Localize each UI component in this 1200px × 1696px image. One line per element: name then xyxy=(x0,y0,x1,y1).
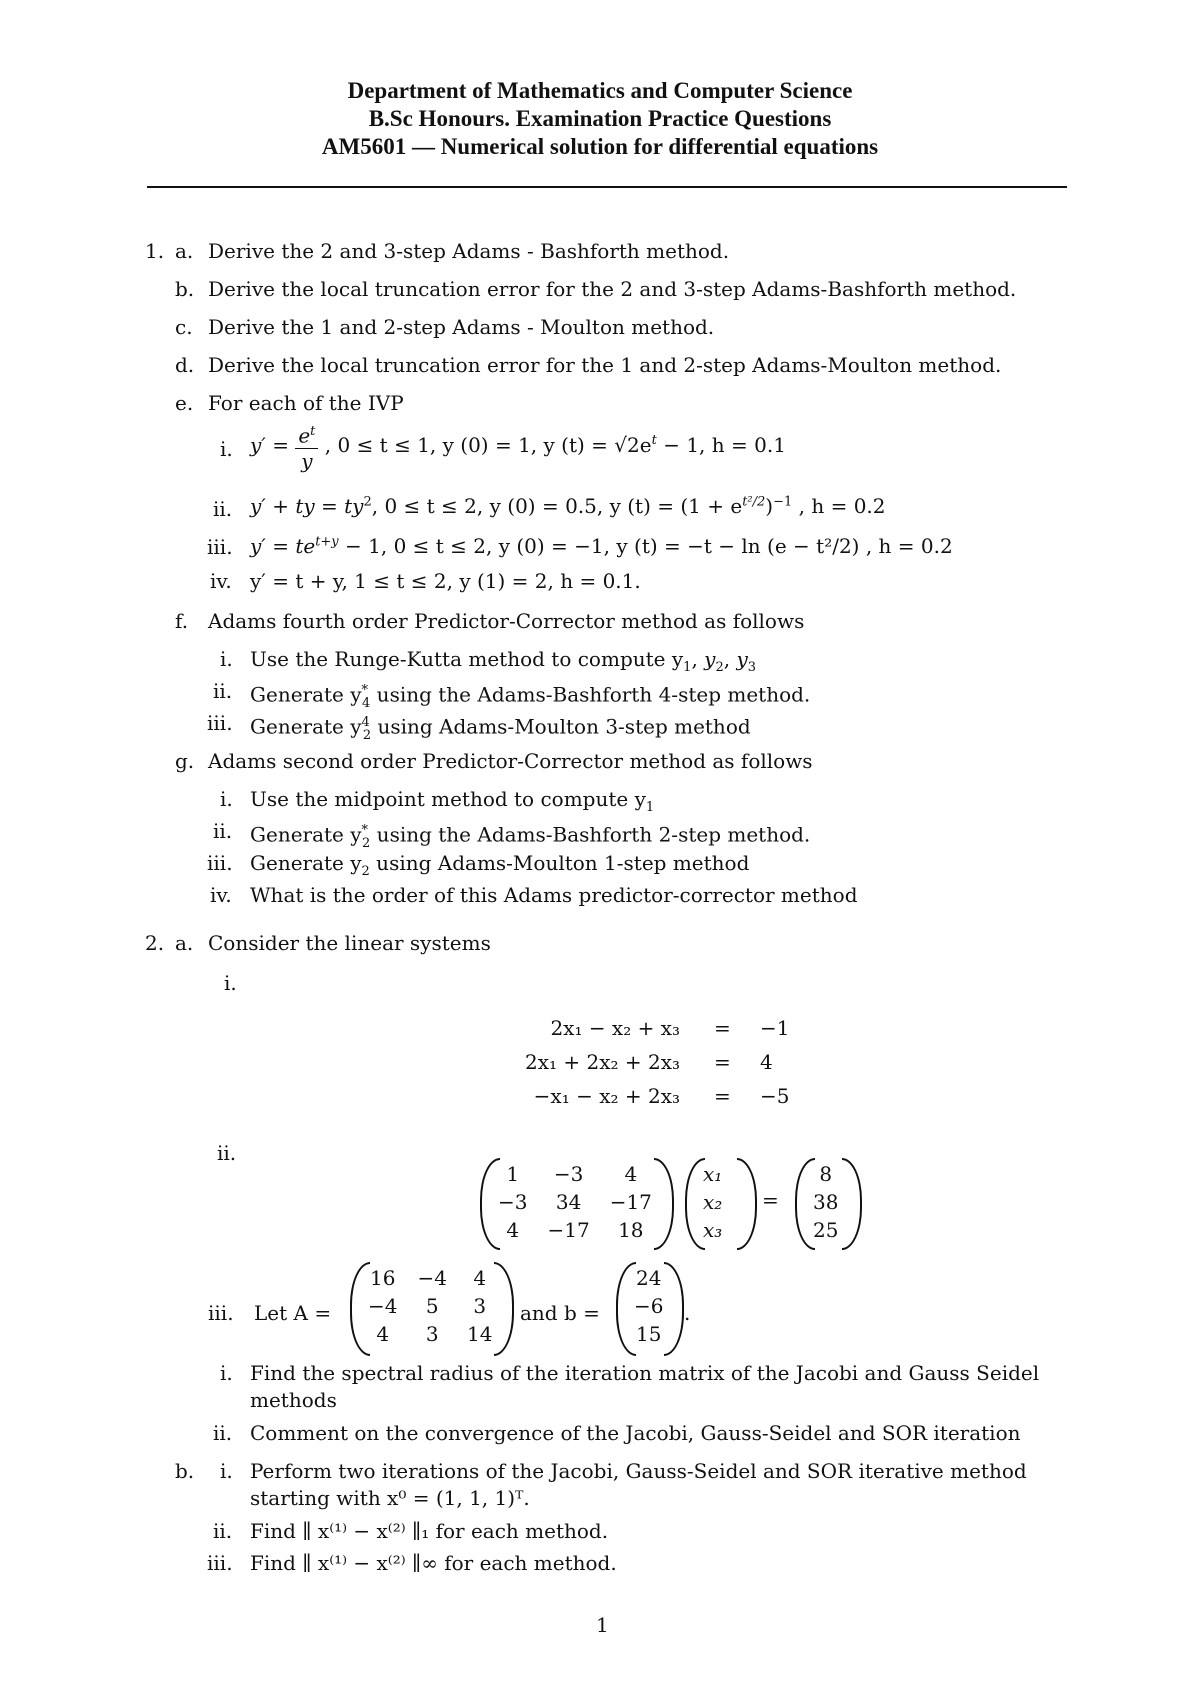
course-title: AM5601 — Numerical solution for differential equations xyxy=(321,134,879,159)
and-b-text: and b = xyxy=(520,1301,600,1325)
q1f-i-sub3: 3 xyxy=(747,660,757,675)
matrix2-cell: 34 xyxy=(555,1190,582,1214)
matrix-a-cell: −4 xyxy=(417,1266,447,1290)
vector-b-cell: 15 xyxy=(636,1322,662,1346)
q1g-iii-label: iii. xyxy=(207,851,233,875)
q1g-iii-sub: 2 xyxy=(361,864,370,879)
matrix2-cell: 4 xyxy=(506,1218,520,1242)
vector-b-cell: −6 xyxy=(634,1294,664,1318)
q1e-i-rest-exp: t xyxy=(651,433,657,449)
q1g-ii-sup: * xyxy=(361,823,369,838)
header-divider xyxy=(147,186,1067,188)
vector-x-cell: x₂ xyxy=(703,1190,723,1214)
matrix-a-right-paren xyxy=(494,1262,514,1356)
q1f-i-label: i. xyxy=(220,647,233,671)
q1e-i-numerator-exp: t xyxy=(310,424,316,439)
q1e-i-rest: , 0 ≤ t ≤ 1, y (0) = 1, y (t) = √2e xyxy=(324,432,652,457)
matrix-a-cell: 16 xyxy=(370,1266,396,1290)
q2b-iii-text: Find ∥ x⁽¹⁾ − x⁽²⁾ ∥∞ for each method. xyxy=(250,1551,617,1575)
q1f-ii-post: using the Adams-Bashforth 4-step method. xyxy=(370,682,811,707)
matrix-a-cell: 3 xyxy=(425,1322,439,1346)
q1e-iii-equation xyxy=(250,534,953,558)
q1e-iv-text: y′ = t + y, 1 ≤ t ≤ 2, y (1) = 2, h = 0.1. xyxy=(250,569,641,593)
q2a-i-label: i. xyxy=(224,971,237,995)
course-level-title: B.Sc Honours. Examination Practice Questions xyxy=(368,106,832,131)
system-row3-rhs: −5 xyxy=(760,1084,790,1108)
q1f-i-body: Use the Runge-Kutta method to compute y xyxy=(250,647,684,671)
system-row1-rhs: −1 xyxy=(760,1016,790,1040)
q2a-iii-label: iii. xyxy=(208,1301,234,1325)
q1a-text: Derive the 2 and 3-step Adams - Bashforth method. xyxy=(208,239,730,263)
q1e-text: For each of the IVP xyxy=(208,391,404,415)
q1e-iv-label: iv. xyxy=(210,569,232,593)
matrix-a-cell: 14 xyxy=(466,1322,493,1346)
q1g-i-body: Use the midpoint method to compute y xyxy=(250,787,646,811)
matrix-a-cell: 3 xyxy=(473,1294,487,1318)
matrix2-right-paren xyxy=(654,1158,674,1250)
q1f-iii-pre: Generate y xyxy=(250,714,362,739)
matrix2-cell: 4 xyxy=(624,1162,638,1186)
q1g-ii-post: using the Adams-Bashforth 2-step method. xyxy=(370,822,811,847)
vector-x-right-paren xyxy=(737,1158,757,1250)
q1d-text: Derive the local truncation error for the 1 and 2-step Adams-Moulton method. xyxy=(208,353,1002,377)
q1e-i-tail: − 1, h = 0.1 xyxy=(656,432,786,457)
q2a-label: a. xyxy=(175,931,194,955)
q1e-label: e. xyxy=(175,391,194,415)
system-row2-rhs: 4 xyxy=(760,1050,773,1074)
system-row1-eq: = xyxy=(714,1016,731,1040)
q1e-ii-tail: , h = 0.2 xyxy=(792,494,886,518)
q1f-text: Adams fourth order Predictor-Corrector method as follows xyxy=(208,609,805,633)
q2b-iii-label: iii. xyxy=(207,1551,233,1575)
matrix-a-cell: −4 xyxy=(368,1294,398,1318)
q1e-ii-equation xyxy=(250,494,886,518)
system-row2-lhs: 2x₁ + 2x₂ + 2x₃ xyxy=(524,1050,680,1074)
q1e-ii-close: ) xyxy=(765,494,774,518)
q1g-ii-pre: Generate y xyxy=(250,822,362,847)
q1f-i-text: Use the Runge-Kutta method to compute $y_1$, $y_2$, $y_3$ xyxy=(250,647,757,675)
q2a-ii-label: ii. xyxy=(217,1141,237,1165)
system-row1-lhs: 2x₁ − x₂ + x₃ xyxy=(550,1016,680,1040)
q1e-ii-text: y′ + ty = ty xyxy=(250,494,364,518)
q1f-iii-sub: 2 xyxy=(362,727,372,743)
matrix-a-cell: 4 xyxy=(376,1322,390,1346)
q1e-ii-mid-sup: t²/2 xyxy=(742,494,766,510)
q1b-label: b. xyxy=(175,277,195,301)
q1f-iii-post: using Adams-Moulton 3-step method xyxy=(371,714,751,739)
matrix-a-cell: 4 xyxy=(473,1266,487,1290)
q2a-sub-ii-text: Comment on the convergence of the Jacobi, Gauss-Seidel and SOR iteration xyxy=(250,1421,1021,1445)
q1e-i-equation xyxy=(250,420,786,473)
q1f-iii-sup: 4 xyxy=(361,715,370,730)
q1g-iv-label: iv. xyxy=(210,883,232,907)
vector-x-cell: x₃ xyxy=(703,1218,723,1242)
rhs2-cell: 8 xyxy=(819,1162,833,1186)
q1e-ii-label: ii. xyxy=(213,497,233,521)
q2b-i-label: i. xyxy=(220,1459,233,1483)
q1g-ii-sub: 2 xyxy=(362,835,371,851)
q1b-text: Derive the local truncation error for the 2 and 3-step Adams-Bashforth method. xyxy=(208,277,1017,301)
q1-number: 1. xyxy=(145,239,165,263)
q2a-sub-i-text2: methods xyxy=(250,1388,337,1412)
matrix2-cell: −3 xyxy=(553,1162,584,1186)
q1e-iii-sup: t+y xyxy=(315,534,339,550)
q1g-iii-post: using Adams-Moulton 1-step method xyxy=(369,851,750,875)
system-row3-lhs: −x₁ − x₂ + 2x₃ xyxy=(533,1084,680,1108)
q2b-i-text2: starting with x⁰ = (1, 1, 1)ᵀ. xyxy=(250,1486,530,1510)
q1e-i-denominator: y xyxy=(301,448,313,473)
matrix-a xyxy=(358,1264,502,1348)
q1e-iii-label: iii. xyxy=(207,535,233,559)
q1e-i-fraction xyxy=(295,420,318,473)
q2a-sub-ii-label: ii. xyxy=(213,1421,233,1445)
q1f-iii-label: iii. xyxy=(207,711,233,735)
vector-b-cell: 24 xyxy=(636,1266,662,1290)
q1f-i-sub2: 2 xyxy=(715,660,724,675)
q1f-ii-sub: 4 xyxy=(362,695,371,711)
q1e-ii-mid: , 0 ≤ t ≤ 2, y (0) = 0.5, y (t) = (1 + e xyxy=(371,494,743,518)
q1f-i-sub1: 1 xyxy=(683,660,692,675)
q1c-label: c. xyxy=(175,315,193,339)
q1f-ii-sup: * xyxy=(361,683,369,698)
matrix2-cell: 1 xyxy=(506,1162,520,1186)
q2b-label: b. xyxy=(175,1459,195,1483)
q2b-ii-text: Find ∥ x⁽¹⁾ − x⁽²⁾ ∥₁ for each method. xyxy=(250,1519,609,1543)
page-number: 1 xyxy=(596,1613,609,1637)
matrix2-cell: −17 xyxy=(609,1190,652,1214)
matrix2-cell: −17 xyxy=(547,1218,590,1242)
q1f-ii-pre: Generate y xyxy=(250,682,362,707)
q1g-i-label: i. xyxy=(220,787,233,811)
matrix2-cell: −3 xyxy=(498,1190,528,1214)
q1g-label: g. xyxy=(175,749,195,773)
matrix-equals: = xyxy=(762,1188,779,1212)
system-row3-eq: = xyxy=(714,1084,731,1108)
q1e-iii-text: y′ = te xyxy=(250,534,316,558)
vector-b-right-paren xyxy=(664,1262,684,1356)
vector-x xyxy=(693,1160,732,1244)
q2b-ii-label: ii. xyxy=(213,1519,233,1543)
matrix2-cell: 18 xyxy=(618,1218,644,1242)
q1f-label: f. xyxy=(175,609,189,633)
q2a-sub-i-label: i. xyxy=(220,1361,233,1385)
q1e-iii-tail: − 1, 0 ≤ t ≤ 2, y (0) = −1, y (t) = −t − ln (e − t²/2) , h = 0.2 xyxy=(338,534,953,558)
q1e-ii-close-sup: −1 xyxy=(773,494,793,510)
q2-number: 2. xyxy=(145,931,165,955)
q2a-sub-i-text1: Find the spectral radius of the iteration matrix of the Jacobi and Gauss Seidel xyxy=(250,1361,1040,1385)
department-title: Department of Mathematics and Computer Science xyxy=(347,78,853,103)
rhs2-right-paren xyxy=(842,1158,862,1250)
q1g-iii-pre: Generate y xyxy=(250,851,362,875)
q1e-ii-sup: 2 xyxy=(363,494,372,510)
q2a-text: Consider the linear systems xyxy=(208,931,491,955)
matrix2 xyxy=(488,1160,662,1244)
q1f-iii-text xyxy=(250,710,751,749)
q1c-text: Derive the 1 and 2-step Adams - Moulton method. xyxy=(208,315,715,339)
q1e-i-numerator: e xyxy=(298,423,311,448)
system-row2-eq: = xyxy=(714,1050,731,1074)
q1g-i-sub: 1 xyxy=(645,800,655,815)
let-a-text: Let A = xyxy=(254,1301,332,1325)
q1g-iv-text: What is the order of this Adams predictor-corrector method xyxy=(250,883,858,907)
q1a-label: a. xyxy=(175,239,194,263)
q1d-label: d. xyxy=(175,353,195,377)
vector-b-period: . xyxy=(684,1301,691,1325)
q1e-i-lhs: y′ = xyxy=(250,432,289,457)
matrix-a-cell: 5 xyxy=(425,1294,439,1318)
rhs2-cell: 25 xyxy=(813,1218,839,1242)
q1g-i-text xyxy=(250,786,654,821)
q1g-text: Adams second order Predictor-Corrector method as follows xyxy=(208,749,813,773)
q1e-i-label: i. xyxy=(220,437,233,461)
vector-x-cell: x₁ xyxy=(703,1162,723,1186)
q1g-iii-text xyxy=(250,850,749,885)
q1f-ii-label: ii. xyxy=(213,679,233,703)
q1g-ii-label: ii. xyxy=(213,819,233,843)
q2b-i-text1: Perform two iterations of the Jacobi, Gauss-Seidel and SOR iterative method xyxy=(250,1459,1027,1483)
rhs2-cell: 38 xyxy=(813,1190,839,1214)
